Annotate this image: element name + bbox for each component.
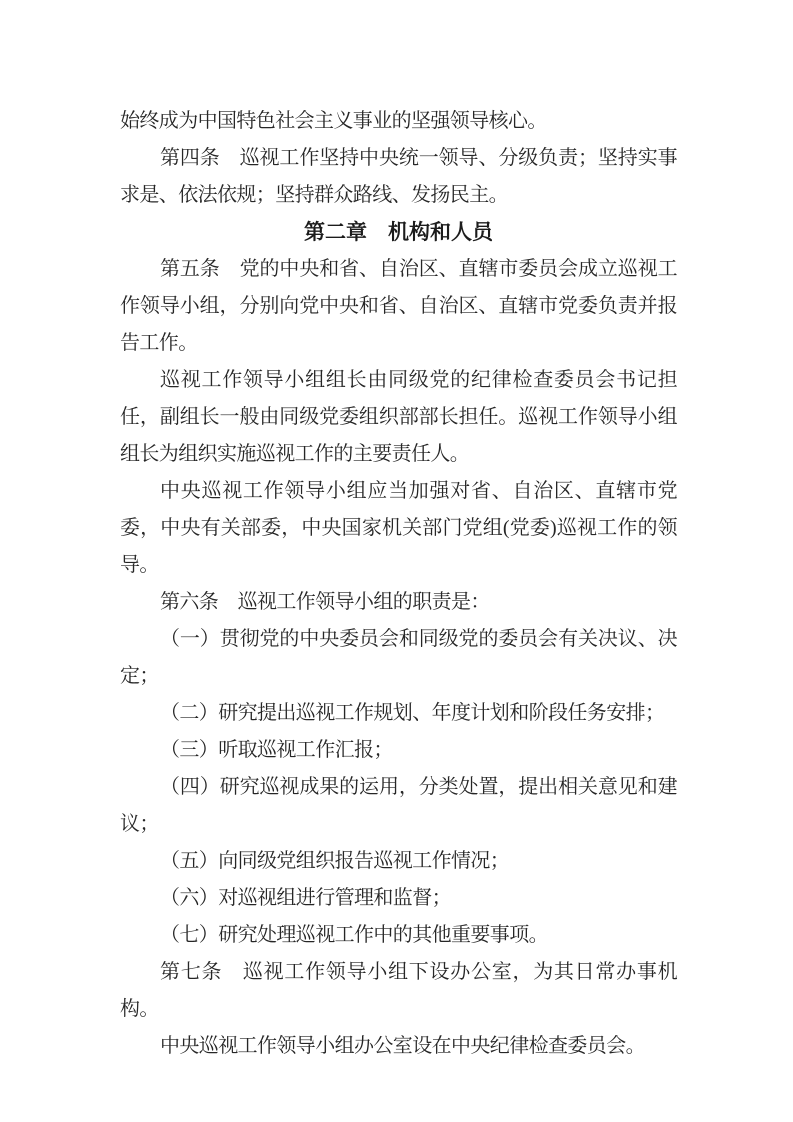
article-5-paragraph: 第五条 党的中央和省、自治区、直辖市委员会成立巡视工作领导小组，分别向党中央和省、自治区、直辖市党委负责并报告工作。 xyxy=(120,258,677,354)
list-item-3: （三）听取巡视工作汇报； xyxy=(160,739,393,761)
paragraph-continuation: 始终成为中国特色社会主义事业的坚强领导核心。 xyxy=(120,110,547,132)
paragraph: 巡视工作领导小组组长由同级党的纪律检查委员会书记担任，副组长一般由同级党委组织部部长担任。巡视工作领导小组组长为组织实施巡视工作的主要责任人。 xyxy=(120,369,677,465)
paragraph: 中央巡视工作领导小组办公室设在中央纪律检查委员会。 xyxy=(160,1035,645,1057)
list-item-7: （七）研究处理巡视工作中的其他重要事项。 xyxy=(160,924,548,946)
list-item-6: （六）对巡视组进行管理和监督； xyxy=(160,887,451,909)
paragraph: 中央巡视工作领导小组应当加强对省、自治区、直辖市党委，中央有关部委，中央国家机关部门党组(党委)巡视工作的领导。 xyxy=(120,480,677,576)
article-7-paragraph: 第七条 巡视工作领导小组下设办公室，为其日常办事机构。 xyxy=(120,961,677,1020)
article-6-paragraph: 第六条 巡视工作领导小组的职责是： xyxy=(160,591,490,613)
list-item-5: （五）向同级党组织报告巡视工作情况； xyxy=(160,850,510,872)
list-item-1: （一）贯彻党的中央委员会和同级党的委员会有关决议、决定； xyxy=(120,628,677,687)
list-item-4: （四）研究巡视成果的运用，分类处置，提出相关意见和建议； xyxy=(120,776,677,835)
article-4-paragraph: 第四条 巡视工作坚持中央统一领导、分级负责；坚持实事求是、依法依规；坚持群众路线、发扬民主。 xyxy=(120,147,677,206)
chapter-heading: 第二章 机构和人员 xyxy=(304,221,493,244)
list-item-2: （二）研究提出巡视工作规划、年度计划和阶段任务安排； xyxy=(160,702,665,724)
